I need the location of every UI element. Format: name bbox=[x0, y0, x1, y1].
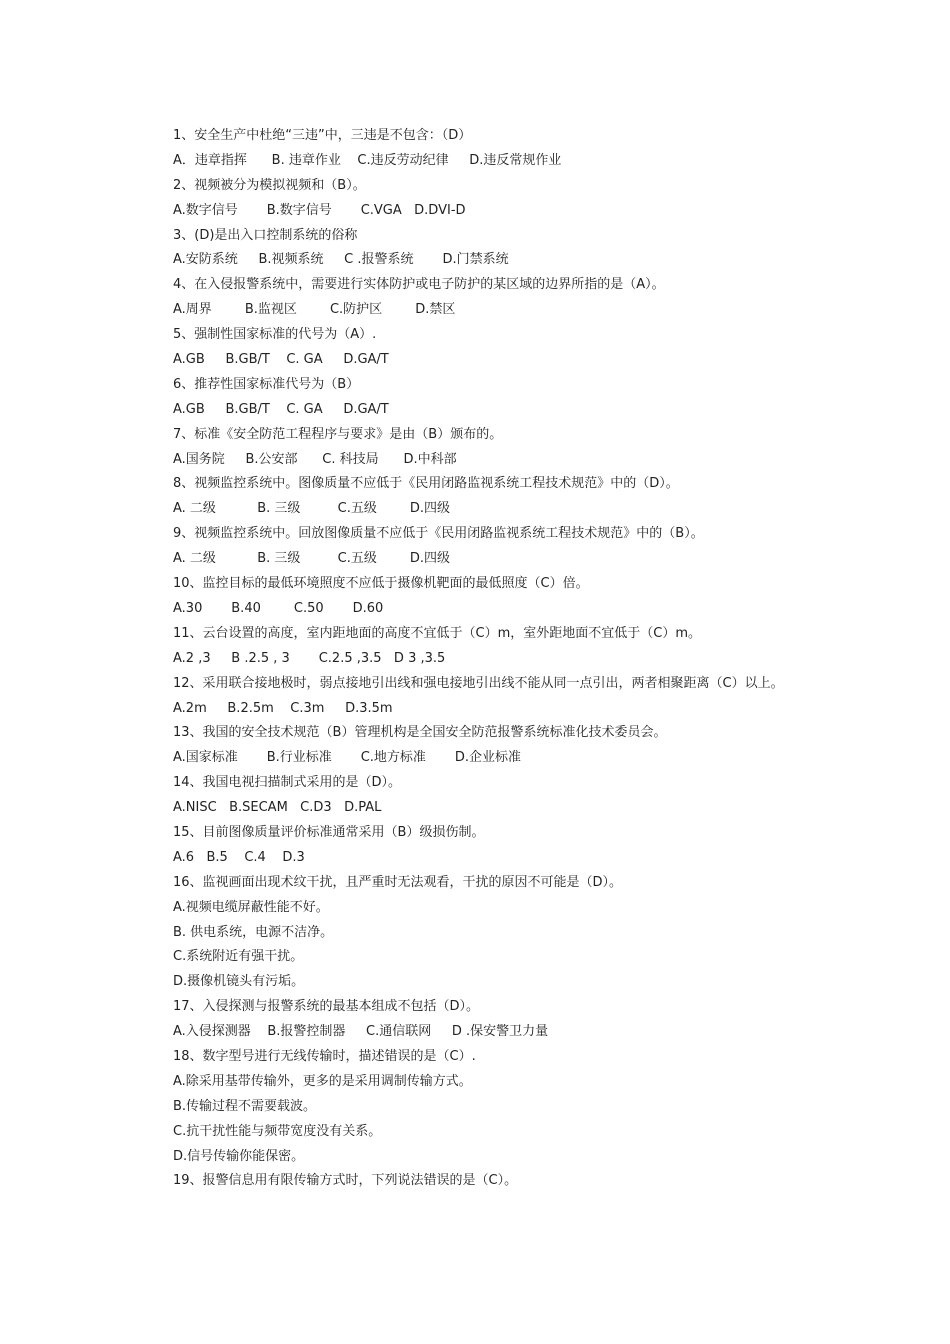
question-6: 6、推荐性国家标准代号为（B） bbox=[173, 376, 360, 392]
question-11: 11、云台设置的高度，室内距地面的高度不宜低于（C）m，室外距地面不宜低于（C）m。 bbox=[173, 625, 702, 641]
options-7: A.国务院 B.公安部 C. 科技局 D.中科部 bbox=[173, 451, 457, 467]
options-2: A.数字信号 B.数字信号 C.VGA D.DVI-D bbox=[173, 202, 466, 218]
options-3: A.安防系统 B.视频系统 C .报警系统 D.门禁系统 bbox=[173, 252, 509, 268]
question-17: 17、入侵探测与报警系统的最基本组成不包括（D）。 bbox=[173, 999, 480, 1015]
question-19: 19、报警信息用有限传输方式时，下列说法错误的是（C）。 bbox=[173, 1173, 518, 1189]
question-10: 10、监控目标的最低环境照度不应低于摄像机靶面的最低照度（C）倍。 bbox=[173, 576, 589, 592]
question-13: 13、我国的安全技术规范（B）管理机构是全国安全防范报警系统标准化技术委员会。 bbox=[173, 725, 667, 741]
document-body bbox=[145, 124, 815, 1194]
option-16-a: A.视频电缆屏蔽性能不好。 bbox=[173, 899, 329, 915]
question-12: 12、采用联合接地极时，弱点接地引出线和强电接地引出线不能从同一点引出，两者相聚距离（C）以上。 bbox=[173, 675, 784, 691]
question-4: 4、在入侵报警系统中，需要进行实体防护或电子防护的某区域的边界所指的是（A）。 bbox=[173, 277, 665, 293]
option-16-d: D.摄像机镜头有污垢。 bbox=[173, 974, 305, 990]
question-3: 3、(D)是出入口控制系统的俗称 bbox=[173, 227, 358, 243]
question-15: 15、目前图像质量评价标准通常采用（B）级损伤制。 bbox=[173, 824, 485, 840]
options-9: A. 二级 B. 三级 C.五级 D.四级 bbox=[173, 551, 451, 567]
question-14: 14、我国电视扫描制式采用的是（D）。 bbox=[173, 775, 402, 791]
question-2: 2、视频被分为模拟视频和（B）。 bbox=[173, 177, 366, 193]
options-17: A.入侵探测器 B.报警控制器 C.通信联网 D .保安警卫力量 bbox=[173, 1024, 549, 1040]
option-16-c: C.系统附近有强干扰。 bbox=[173, 949, 304, 965]
question-8: 8、视频监控系统中。图像质量不应低于《民用闭路监视系统工程技术规范》中的（D）。 bbox=[173, 476, 679, 492]
question-1: 1、安全生产中杜绝“三违”中，三违是不包含：（D） bbox=[173, 128, 472, 143]
option-18-a: A.除采用基带传输外，更多的是采用调制传输方式。 bbox=[173, 1073, 472, 1089]
question-18: 18、数字型号进行无线传输时，描述错误的是（C）. bbox=[173, 1048, 476, 1064]
options-5: A.GB B.GB/T C. GA D.GA/T bbox=[173, 352, 389, 368]
option-16-b: B. 供电系统，电源不洁净。 bbox=[173, 924, 334, 940]
options-15: A.6 B.5 C.4 D.3 bbox=[173, 849, 305, 865]
question-7: 7、标准《安全防范工程程序与要求》是由（B）颁布的。 bbox=[173, 426, 503, 442]
question-9: 9、视频监控系统中。回放图像质量不应低于《民用闭路监视系统工程技术规范》中的（B）。 bbox=[173, 526, 704, 542]
options-6: A.GB B.GB/T C. GA D.GA/T bbox=[173, 401, 389, 417]
option-18-d: D.信号传输你能保密。 bbox=[173, 1148, 305, 1164]
options-4: A.周界 B.监视区 C.防护区 D.禁区 bbox=[173, 302, 456, 318]
question-16: 16、监视画面出现术纹干扰，且严重时无法观看，干扰的原因不可能是（D）。 bbox=[173, 874, 623, 890]
options-8: A. 二级 B. 三级 C.五级 D.四级 bbox=[173, 501, 451, 517]
options-11: A.2 ,3 B .2.5 , 3 C.2.5 ,3.5 D 3 ,3.5 bbox=[173, 650, 446, 666]
options-14: A.NISC B.SECAM C.D3 D.PAL bbox=[173, 800, 382, 816]
options-10: A.30 B.40 C.50 D.60 bbox=[173, 600, 384, 616]
options-13: A.国家标准 B.行业标准 C.地方标准 D.企业标准 bbox=[173, 750, 521, 766]
options-1: A．违章指挥 B. 违章作业 C.违反劳动纪律 D.违反常规作业 bbox=[173, 152, 562, 168]
option-18-c: C.抗干扰性能与频带宽度没有关系。 bbox=[173, 1123, 382, 1139]
option-18-b: B.传输过程不需要载波。 bbox=[173, 1098, 317, 1114]
options-12: A.2m B.2.5m C.3m D.3.5m bbox=[173, 700, 393, 716]
question-5: 5、强制性国家标准的代号为（A）. bbox=[173, 327, 377, 343]
